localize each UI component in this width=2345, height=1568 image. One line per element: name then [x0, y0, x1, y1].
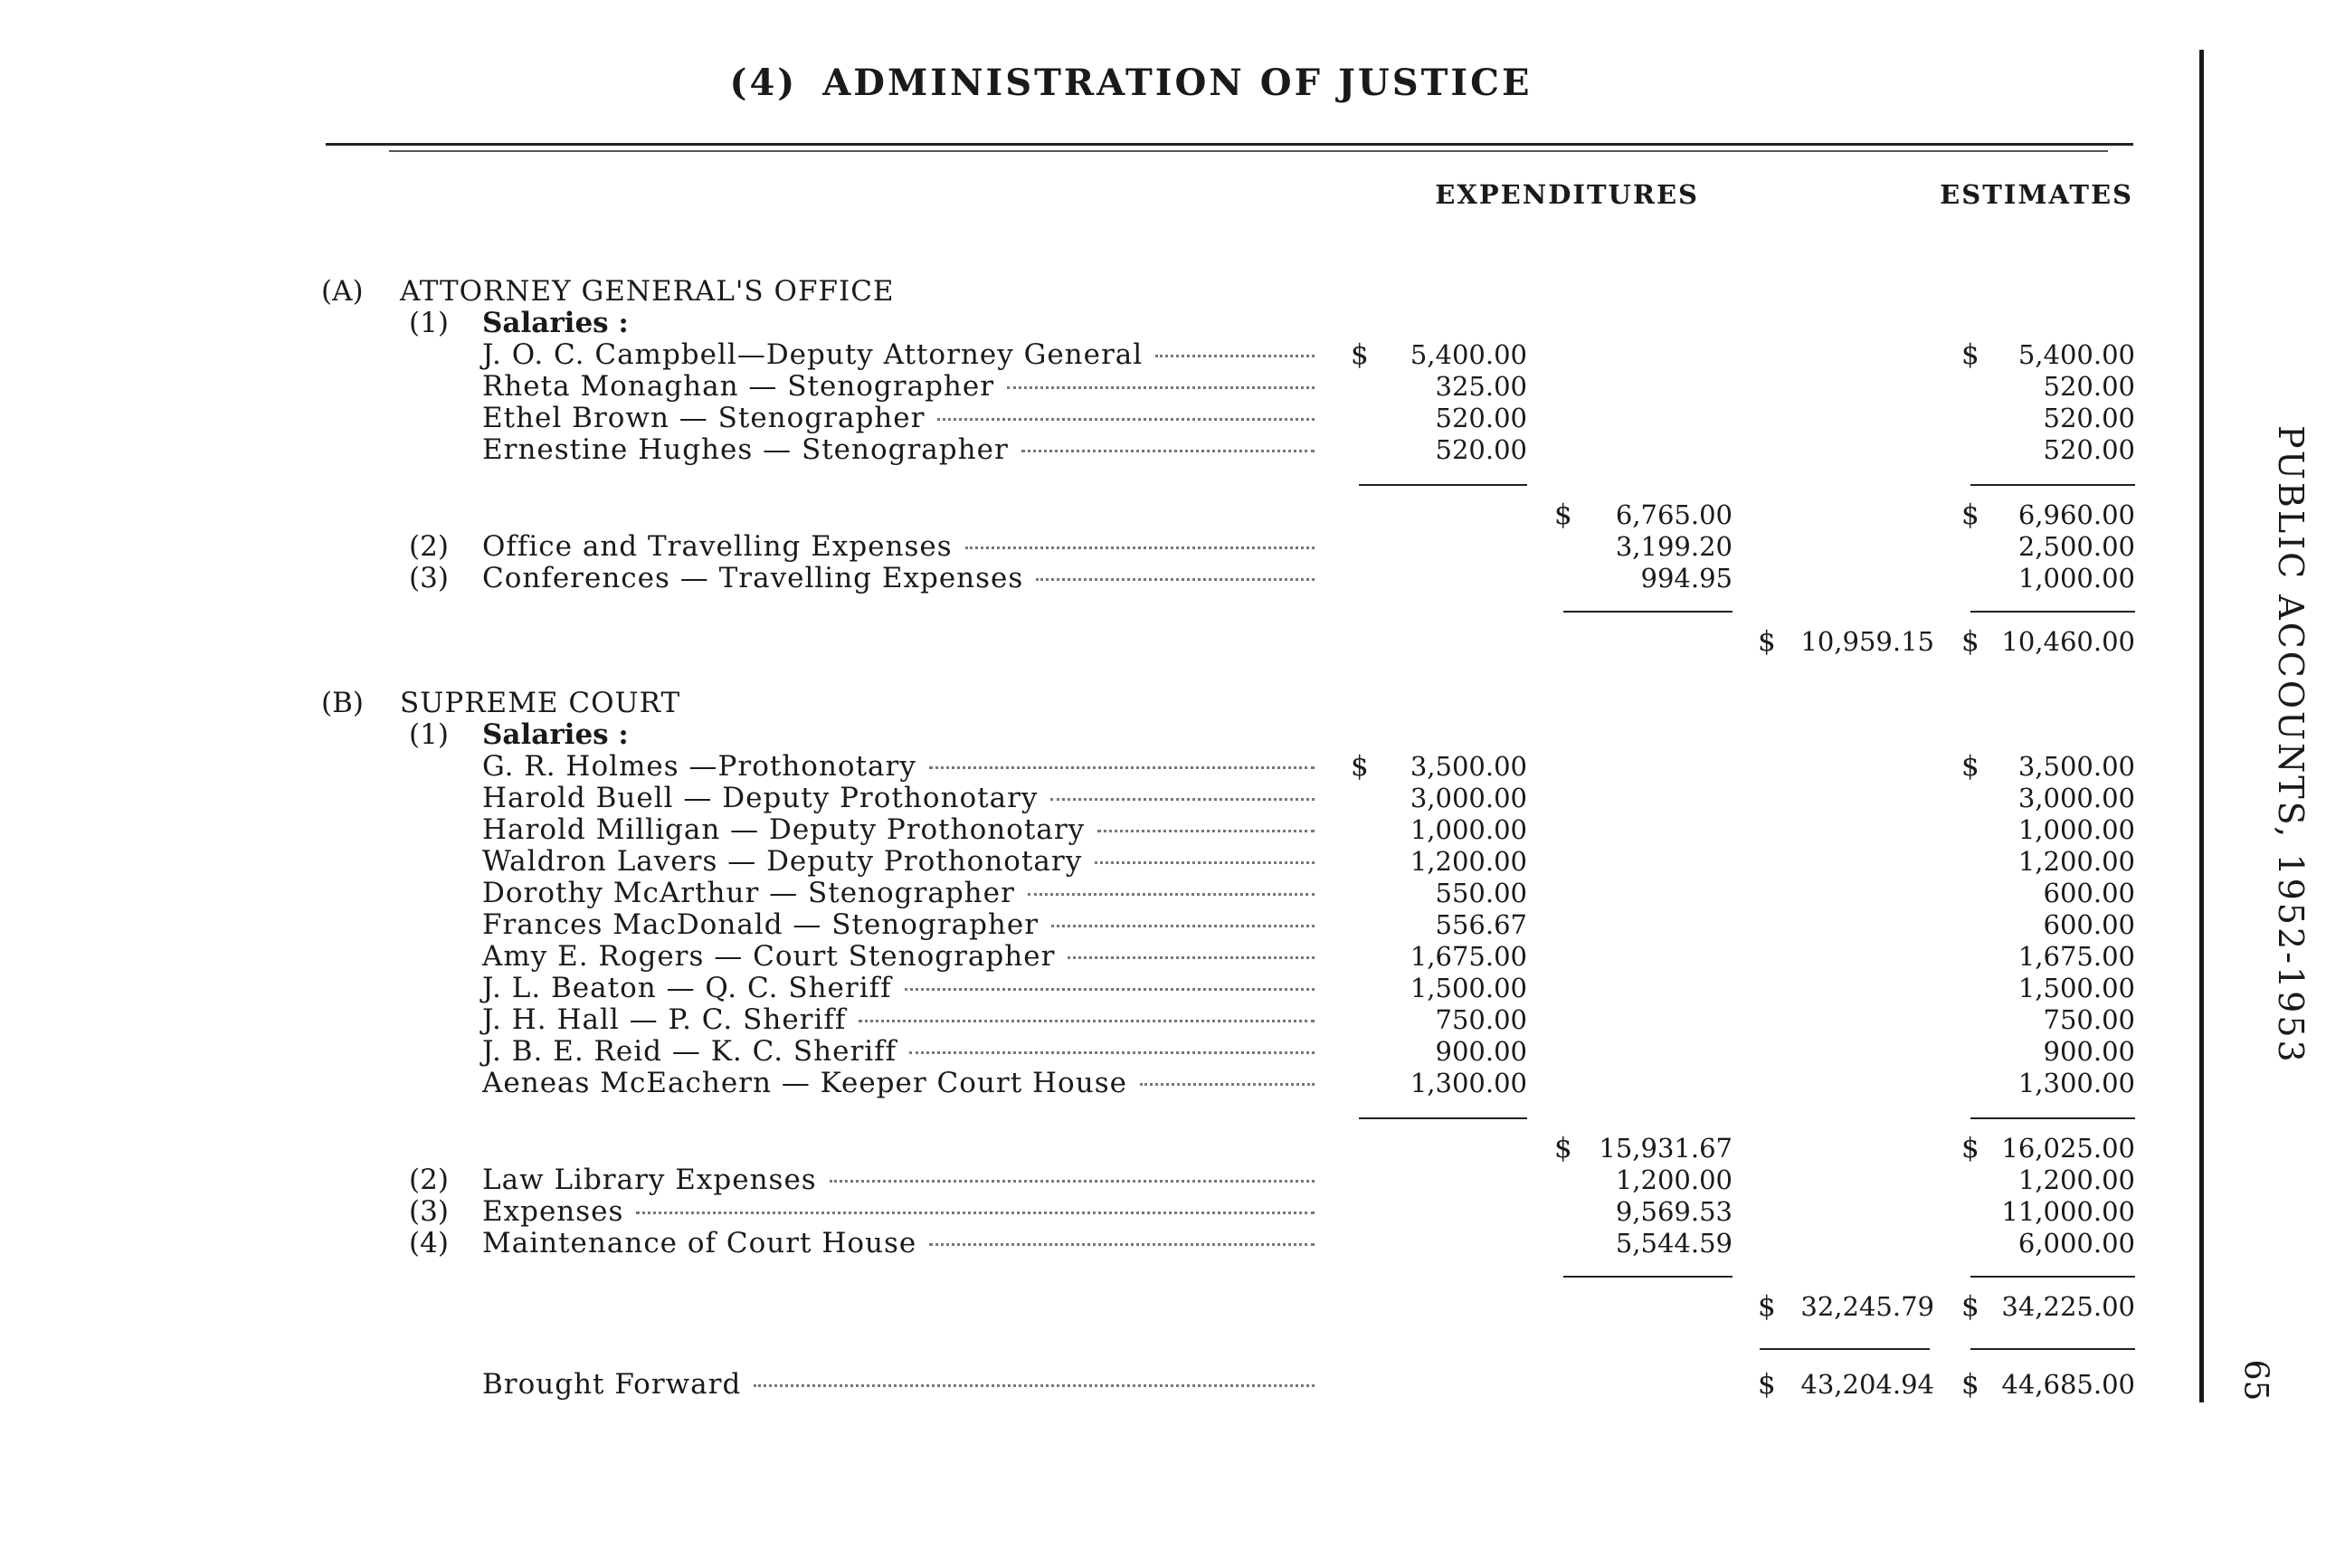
employee-name: J. H. Hall — P. C. Sheriff	[482, 1003, 847, 1036]
estimate-amount: 750.00	[2043, 1004, 2135, 1035]
subtotal-estimate: 6,960.00	[2017, 499, 2135, 530]
estimate-amount: 1,000.00	[2017, 814, 2135, 845]
item-label: Expenses	[482, 1195, 624, 1228]
dollar-sign: $	[1351, 338, 1369, 371]
expenditure-amount: 3,000.00	[1410, 783, 1527, 813]
employee-name: Amy E. Rogers — Court Stenographer	[482, 940, 1056, 973]
expenditure-amount: 520.00	[1435, 403, 1527, 433]
total-estimate: 34,225.00	[2001, 1291, 2135, 1322]
expenditure-amount: 1,500.00	[1410, 973, 1527, 1003]
total-rule	[1970, 611, 2135, 613]
expenditure-amount: 900.00	[1435, 1036, 1527, 1067]
estimate-amount: 900.00	[2043, 1036, 2135, 1067]
running-header: PUBLIC ACCOUNTS, 1952-1953	[2271, 425, 2311, 1065]
subtotal-expenditure: 15,931.67	[1599, 1133, 1733, 1164]
expenditure-amount: 325.00	[1435, 371, 1527, 402]
estimate-amount: 5,400.00	[2017, 339, 2135, 370]
dollar-sign: $	[1351, 750, 1369, 783]
estimate-amount: 2,500.00	[2017, 531, 2135, 562]
employee-name: J. L. Beaton — Q. C. Sheriff	[482, 972, 892, 1004]
estimate-amount: 520.00	[2043, 434, 2135, 465]
brought-forward-estimate: 44,685.00	[2001, 1369, 2135, 1400]
estimate-amount: 1,200.00	[2017, 1164, 2135, 1195]
dollar-sign: $	[1758, 625, 1776, 658]
item-number: (2)	[409, 530, 449, 563]
employee-name: Ernestine Hughes — Stenographer	[482, 433, 1009, 466]
employee-name: Dorothy McArthur — Stenographer	[482, 877, 1015, 909]
dollar-sign: $	[1758, 1368, 1776, 1401]
item-number: (3)	[409, 562, 449, 594]
dollar-sign: $	[1961, 1132, 1979, 1164]
estimate-amount: 1,200.00	[2017, 846, 2135, 877]
page-title	[326, 62, 1936, 104]
expenditure-amount: 1,200.00	[1615, 1164, 1733, 1195]
employee-name: Harold Buell — Deputy Prothonotary	[482, 782, 1039, 814]
dollar-sign: $	[1554, 499, 1572, 531]
section-letter: (B)	[321, 687, 364, 719]
column-header-expenditures: EXPENDITURES	[1435, 179, 1699, 210]
page-number: 65	[2236, 1359, 2274, 1402]
brought-forward-expenditure: 43,204.94	[1800, 1369, 1934, 1400]
item-number: (4)	[409, 1227, 449, 1259]
brought-forward-rule	[1970, 1348, 2135, 1350]
subtotal-rule	[1359, 1117, 1527, 1119]
section-title: ATTORNEY GENERAL'S OFFICE	[400, 275, 895, 308]
section-title: ADMINISTRATION OF JUSTICE	[822, 62, 1533, 104]
estimate-amount: 520.00	[2043, 403, 2135, 433]
column-header-estimates: ESTIMATES	[1940, 179, 2133, 210]
expenditure-amount: 9,569.53	[1615, 1196, 1733, 1227]
expenditure-amount: 3,199.20	[1615, 531, 1733, 562]
total-estimate: 10,460.00	[2001, 626, 2135, 657]
section-letter: (A)	[321, 275, 364, 308]
header-rule-thin	[389, 150, 2108, 152]
expenditure-amount: 1,000.00	[1410, 814, 1527, 845]
salaries-label: Salaries :	[482, 718, 629, 751]
total-expenditure: 10,959.15	[1800, 626, 1934, 657]
total-expenditure: 32,245.79	[1800, 1291, 1934, 1322]
dollar-sign: $	[1961, 338, 1979, 371]
employee-name: G. R. Holmes —Prothonotary	[482, 750, 916, 783]
dollar-sign: $	[1961, 1368, 1979, 1401]
expenditure-amount: 556.67	[1435, 909, 1527, 940]
employee-name: J. B. E. Reid — K. C. Sheriff	[482, 1035, 897, 1068]
estimate-amount: 11,000.00	[2001, 1196, 2135, 1227]
estimate-amount: 6,000.00	[2017, 1228, 2135, 1259]
dollar-sign: $	[1554, 1132, 1572, 1164]
estimate-amount: 3,500.00	[2017, 751, 2135, 782]
item-label: Conferences — Travelling Expenses	[482, 562, 1024, 594]
expenditure-amount: 1,200.00	[1410, 846, 1527, 877]
estimate-amount: 1,000.00	[2017, 563, 2135, 594]
item-label: Office and Travelling Expenses	[482, 530, 953, 563]
employee-name: Waldron Lavers — Deputy Prothonotary	[482, 845, 1083, 878]
employee-name: Ethel Brown — Stenographer	[482, 402, 926, 434]
header-rule	[326, 143, 2133, 146]
dollar-sign: $	[1961, 1290, 1979, 1323]
brought-forward-rule	[1760, 1348, 1930, 1350]
expenditure-amount: 1,675.00	[1410, 941, 1527, 972]
estimate-amount: 1,675.00	[2017, 941, 2135, 972]
subtotal-rule	[1359, 484, 1527, 486]
estimate-amount: 1,500.00	[2017, 973, 2135, 1003]
item-number: (2)	[409, 1164, 449, 1196]
employee-name: Aeneas McEachern — Keeper Court House	[482, 1067, 1127, 1099]
item-number: (3)	[409, 1195, 449, 1228]
estimate-amount: 520.00	[2043, 371, 2135, 402]
estimate-amount: 1,300.00	[2017, 1068, 2135, 1098]
total-rule	[1970, 1276, 2135, 1278]
item-number: (1)	[409, 718, 449, 751]
estimate-amount: 600.00	[2043, 909, 2135, 940]
employee-name: Frances MacDonald — Stenographer	[482, 908, 1040, 941]
expenditure-amount: 750.00	[1435, 1004, 1527, 1035]
subtotal-expenditure: 6,765.00	[1615, 499, 1733, 530]
estimate-amount: 600.00	[2043, 878, 2135, 908]
subtotal-estimate: 16,025.00	[2001, 1133, 2135, 1164]
subtotal-rule	[1970, 1117, 2135, 1119]
item-label: Maintenance of Court House	[482, 1227, 917, 1259]
employee-name: J. O. C. Campbell—Deputy Attorney General	[482, 338, 1144, 371]
brought-forward-label: Brought Forward	[482, 1368, 742, 1401]
item-number: (1)	[409, 307, 449, 339]
dollar-sign: $	[1758, 1290, 1776, 1323]
employee-name: Harold Milligan — Deputy Prothonotary	[482, 813, 1086, 846]
expenditure-amount: 1,300.00	[1410, 1068, 1527, 1098]
expenditure-amount: 5,544.59	[1615, 1228, 1733, 1259]
dollar-sign: $	[1961, 625, 1979, 658]
expenditure-amount: 520.00	[1435, 434, 1527, 465]
section-title: SUPREME COURT	[400, 687, 681, 719]
subtotal-rule	[1970, 484, 2135, 486]
salaries-label: Salaries :	[482, 307, 629, 339]
total-rule	[1563, 1276, 1733, 1278]
expenditure-amount: 994.95	[1640, 563, 1733, 594]
item-label: Law Library Expenses	[482, 1164, 817, 1196]
expenditure-amount: 3,500.00	[1410, 751, 1527, 782]
dollar-sign: $	[1961, 750, 1979, 783]
expenditure-amount: 5,400.00	[1410, 339, 1527, 370]
section-number: (4)	[729, 62, 798, 104]
employee-name: Rheta Monaghan — Stenographer	[482, 370, 995, 403]
total-rule	[1563, 611, 1733, 613]
expenditure-amount: 550.00	[1435, 878, 1527, 908]
margin-rule	[2199, 50, 2204, 1402]
estimate-amount: 3,000.00	[2017, 783, 2135, 813]
dollar-sign: $	[1961, 499, 1979, 531]
